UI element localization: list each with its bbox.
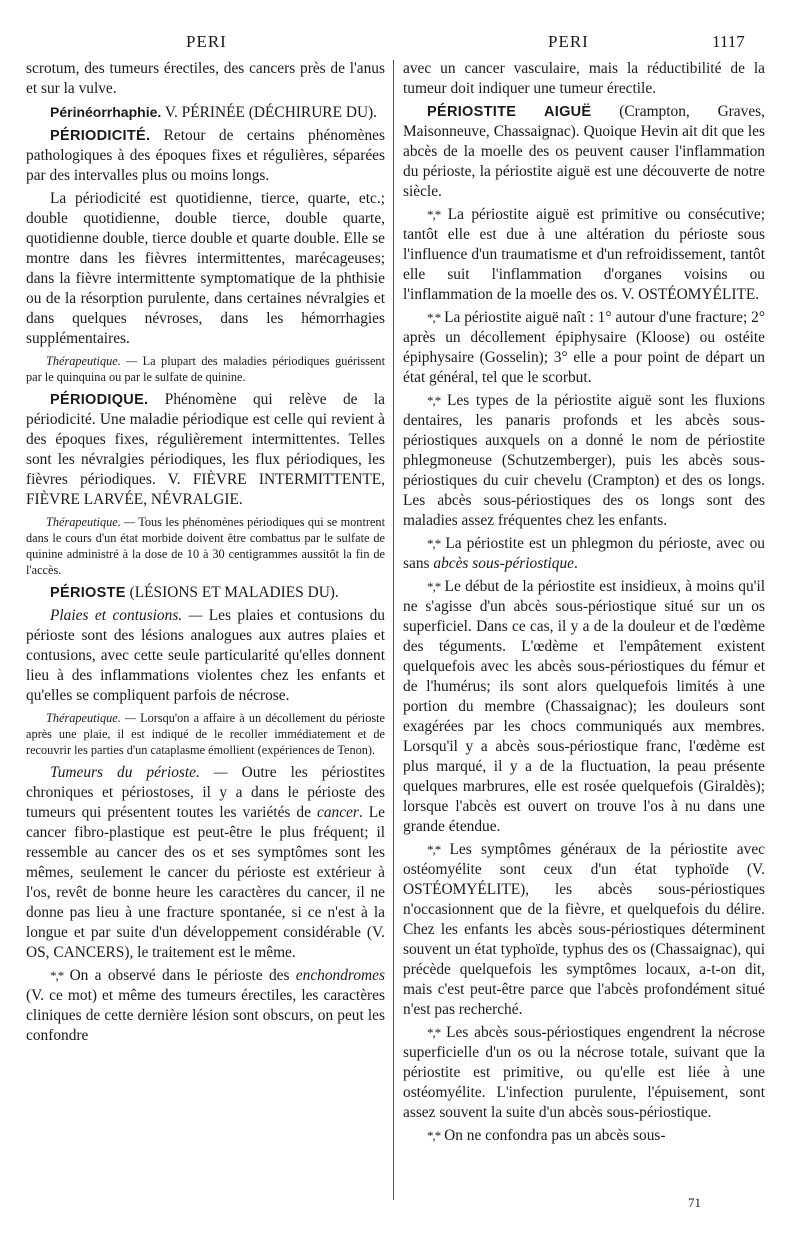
therapeutic-note	[26, 514, 385, 578]
paragraph-text: . Le cancer fibro-plastique est peut-être le plus fréquent; il ressemble au cancer des os et ses symptômes sont les mêmes, seulement le cancer du périoste est extérieur à l'os, revêt de bonne heure les caractères du cancer, il ne donne pas lieu à une fracture spontanée, si ce n'est à la longue et par suite d'un développement considérable (V. OS, CANCERS), le traitement est le même.	[26, 804, 385, 961]
entry-perioste	[26, 583, 385, 603]
entry-periodicite	[26, 126, 385, 186]
note-text: La plupart des maladies périodiques guérissent par le quinquina ou par le sulfate de quinine.	[26, 354, 385, 384]
paragraph: avec un cancer vasculaire, mais la réductibilité de la tumeur doit indiquer une tumeur érectile.	[403, 60, 765, 97]
paragraph-text: (V. ce mot) et même des tumeurs érectiles, les caractères cliniques de cette dernière lésion sont obscurs, on peut les confondre	[26, 987, 385, 1044]
paragraph	[403, 1023, 765, 1123]
paragraph-text: Les plaies et contusions du périoste sont des lésions analogues aux autres plaies et contusions, avec cette seule particularité qu'elles donnent lieu à des inflammations violentes chez les enfants et qu'elles se compliquent parfois de nécrose.	[26, 607, 385, 704]
running-head-left: PERI	[186, 32, 227, 51]
paragraph-text: Les symptômes généraux de la périostite avec ostéomyélite sont ceux d'un état typhoïde (V. OSTÉOMYÉLITE), les abcès sous-périostiques n'occasionnent que de la fièvre, et quelquefois du délire. Chez les enfants les abcès sous-périostiques déterminent souvent un état typhoïde, typhus des os (Chassaignac), qui précède quelquefois les symptômes locaux, a-t-on dit, mais c'est peut-être parce que l'abcès profondément situé n'est pas recherché.	[403, 841, 765, 1018]
paragraph	[26, 606, 385, 706]
asterism: *,*	[427, 1128, 441, 1143]
paragraph-text: Le début de la périostite est insidieux, à moins qu'il ne s'agisse d'un abcès sous-périostique situé sur un os superficiel. Dans ce cas, il y a de la douleur et de l'œdème des téguments. L'œdème et l'empâtement existent quelquefois avec les abcès sous-périostiques du fémur et de l'humérus; ils sont alors quelquefois limités à une portion du membre (Chassaignac); les douleurs sont exagérées par les chocs communiqués aux membres. Lorsqu'il y a abcès sous-périostique franc, l'œdème est plus marqué, il y a de la fluctuation, la peau présente quelques marbrures, elle est rosée quelquefois (Giraldès); lorsque l'abcès est ouvert on trouve l'os à nu dans une grande étendue.	[403, 578, 765, 835]
right-column	[403, 59, 765, 1209]
paragraph	[403, 205, 765, 305]
asterism: *,*	[427, 310, 441, 325]
paragraph	[26, 966, 385, 1046]
entry-periostite-aigue	[403, 102, 765, 202]
italic-term: cancer	[317, 804, 359, 821]
paragraph-text: La périostite aiguë est primitive ou consécutive; tantôt elle est due à une altération du périoste sous l'influence d'un traumatisme et d'un refroidissement, tantôt elle suit l'inflammation d'organes voisins ou l'inflammation de la moelle des os. V. OSTÉOMYÉLITE.	[403, 206, 765, 303]
note-text: Tous les phénomènes périodiques qui se montrent dans le cours d'un état morbide doivent être combattus par le sulfate de quinine administré à la dose de 10 à 30 centigrammes aussitôt la fin de l'accès.	[26, 515, 385, 577]
left-column	[26, 59, 385, 1209]
note-label: Thérapeutique. —	[46, 515, 136, 529]
headword: PÉRIODICITÉ.	[50, 128, 151, 144]
entry-perineorrhaphie	[26, 102, 385, 123]
paragraph-text: Les types de la périostite aiguë sont les fluxions dentaires, les panaris profonds et les abcès sous-périostiques auxquels on a donné le nom de périostite phlegmoneuse (Schutzemberger), puis les abcès sous-périostiques du cuir chevelu (Crampton) et des os longs. Les abcès sous-périostiques des os longs sont des maladies assez fréquentes chez les enfants.	[403, 392, 765, 529]
paragraph	[403, 840, 765, 1020]
note-text: Lorsqu'on a affaire à un décollement du périoste après une plaie, il est indiqué de le recoller immédiatement et de recouvrir les parties d'un cataplasme émollient (expériences de Tenon).	[26, 711, 385, 757]
paragraph	[403, 391, 765, 531]
headword: PÉRIOSTITE AIGUË	[427, 104, 592, 120]
asterism: *,*	[50, 968, 64, 983]
italic-term: enchondromes	[295, 967, 385, 984]
italic-term: abcès sous-périostique	[433, 555, 575, 572]
entry-text: (Crampton, Graves, Maisonneuve, Chassaignac). Quoique Hevin ait dit que les abcès de la moelle des os peuvent causer l'inflammation du périoste, la périostite aiguë est une découverte de notre siècle.	[403, 103, 765, 200]
paragraph-text: La périostite aiguë naît : 1° autour d'une fracture; 2° après un décollement épiphysaire (Kloose) ou ostéite épiphysaire (Gosselin); 3° elle a pour point de départ un état général, tel que le scorbut.	[403, 309, 765, 386]
therapeutic-note	[26, 353, 385, 385]
headword: PÉRIODIQUE.	[50, 392, 149, 408]
entry-text: Phénomène qui relève de la périodicité. Une maladie périodique est celle qui revient à des époques fixes, régulièrement intermittentes. Telles sont les névralgies périodiques, les flux périodiques, les fièvres périodiques. V. FIÈVRE INTERMITTENTE, FIÈVRE LARVÉE, NÉVRALGIE.	[26, 391, 385, 508]
paragraph-text: Outre les périostites chroniques et périostoses, il y a dans le périoste des tumeurs qui présentent toutes les variétés de	[26, 764, 385, 821]
headword: PÉRIOSTE	[50, 585, 126, 601]
headword: Périnéorrhaphie.	[50, 104, 162, 120]
asterism: *,*	[427, 393, 441, 408]
column-divider	[393, 60, 394, 1200]
subheading: Tumeurs du périoste. —	[50, 764, 228, 781]
paragraph	[403, 577, 765, 837]
note-label: Thérapeutique. —	[46, 711, 136, 725]
paragraph	[403, 308, 765, 388]
asterism: *,*	[427, 207, 441, 222]
therapeutic-note	[26, 710, 385, 758]
paragraph: *,* La périostite est un phlegmon du périoste, avec ou sans abcès sous-périostique.	[403, 535, 765, 572]
page-number: 1117	[712, 32, 745, 51]
paragraph	[403, 1126, 765, 1146]
entry-periodique	[26, 390, 385, 510]
entry-text: V. PÉRINÉE (DÉCHIRURE DU).	[164, 104, 378, 121]
entry-text: (LÉSIONS ET MALADIES DU).	[129, 584, 339, 601]
paragraph-text: La périostite est un phlegmon du périoste, avec ou sans	[403, 535, 765, 572]
signature-mark: 71	[688, 1195, 701, 1210]
note-label: Thérapeutique. —	[46, 354, 138, 368]
asterism: *,*	[427, 842, 441, 857]
asterism: *,*	[427, 1025, 441, 1040]
running-head-right: PERI	[548, 32, 589, 51]
entry-text: Retour de certains phénomènes pathologiques à des époques fixes et régulières, séparées par des intervalles plus ou moins longs.	[26, 127, 385, 184]
paragraph	[26, 763, 385, 963]
paragraph-text: Les abcès sous-périostiques engendrent la nécrose superficielle d'un os ou la nécrose totale, suivant que la périostite est primitive, ou qu'elle est liée à une ostéomyélite. L'infection purulente, l'épuisement, sont assez souvent la suite d'un abcès sous-périostique.	[403, 1024, 765, 1121]
asterism: *,*	[427, 536, 441, 551]
paragraph-text: On ne confondra pas un abcès sous-	[444, 1127, 666, 1144]
paragraph: La périodicité est quotidienne, tierce, quarte, etc.; double quotidienne, double tierce, double quarte, quotidienne double, tierce double et quarte double. Elle se montre dans les fièvres intermittentes, marécageuses; dans la fièvre intermittente symptomatique de la phthisie ou de la résorption purulente, dans certaines névralgies et dans quelques névroses, dans les hémorrhagies supplémentaires.	[26, 190, 385, 347]
paragraph: scrotum, des tumeurs érectiles, des cancers près de l'anus et sur la vulve.	[26, 60, 385, 97]
subheading: Plaies et contusions. —	[50, 607, 203, 624]
asterism: *,*	[427, 579, 441, 594]
paragraph-text: On a observé dans le périoste des	[69, 967, 290, 984]
